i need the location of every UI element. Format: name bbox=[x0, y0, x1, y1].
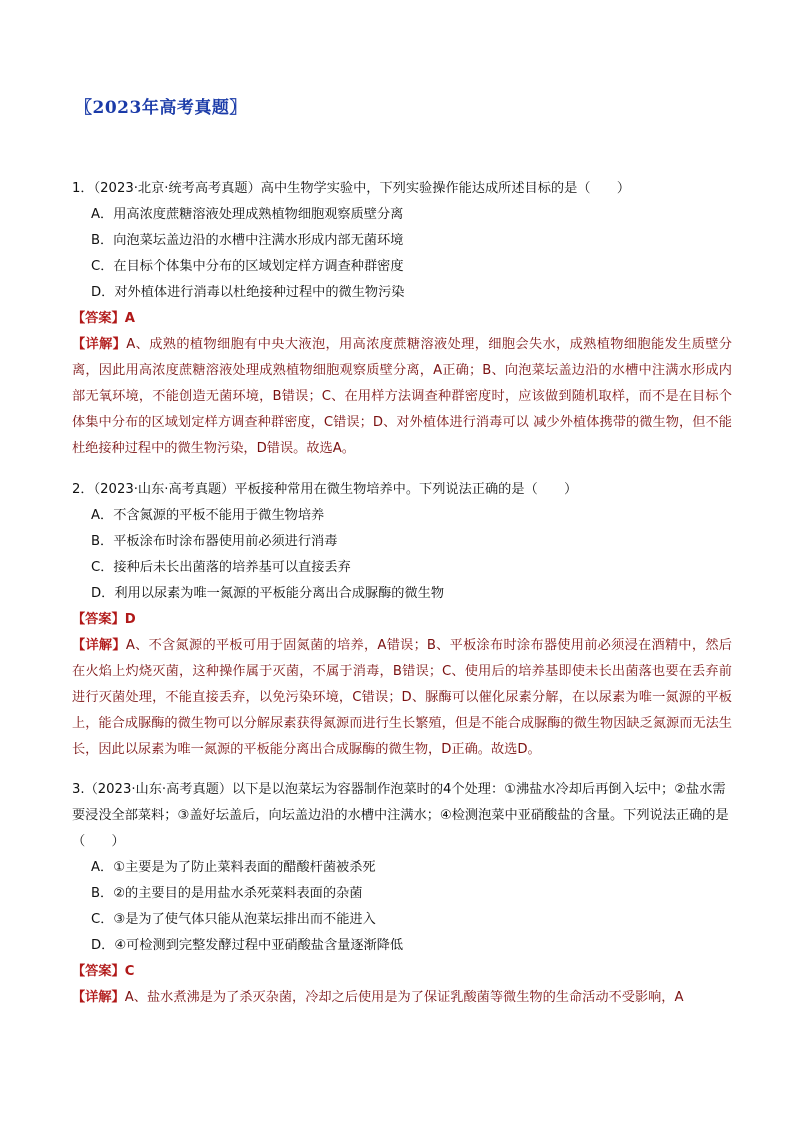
option-c: C．在目标个体集中分布的区域划定样方调查种群密度 bbox=[91, 259, 404, 274]
explanation-text: A、不含氮源的平板可用于固氮菌的培养，A错误；B、平板涂布时涂布器使用前必须浸在酒精中，然后在火焰上灼烧灭菌，这种操作属于灭菌，不属于消毒，B错误；C、使用后的培养基即使未长出菌落也要在丢弃前进行灭菌处理，不能直接丢弃，以免污染环境，C错误；D、脲酶可以催化尿素分解，在以尿素为唯一氮源的平板上，能合成脲酶的微生物可以分解尿素获得氮源而进行生长繁殖，但是不能合成脲酶的微生物因缺乏氮源而无法生长，因此以尿素为唯一氮源的平板能分离出合成脲酶的微生物，D正确。故选D。 bbox=[72, 638, 732, 757]
option-c: C．③是为了使气体只能从泡菜坛排出而不能进入 bbox=[91, 912, 376, 927]
explanation bbox=[72, 332, 732, 462]
option-c: C．接种后未长出菌落的培养基可以直接丢弃 bbox=[91, 560, 351, 575]
answer-line bbox=[72, 306, 732, 332]
answer-tag: 【答案】 bbox=[72, 612, 125, 627]
answer-value: D bbox=[124, 612, 136, 627]
answer-value: A bbox=[124, 311, 135, 326]
explanation-text: A、成熟的植物细胞有中央大液泡，用高浓度蔗糖溶液处理，细胞会失水，成熟植物细胞能发生质壁分离，因此用高浓度蔗糖溶液处理成熟植物细胞观察质壁分离，A正确；B、向泡菜坛盖边沿的水槽中注满水形成内部无氧环境，不能创造无菌环境，B错误；C、在用样方法调查种群密度时，应该做到随机取样，而不是在目标个体集中分布的区域划定样方调查种群密度，C错误；D、对外植体进行消毒可以 减少外植体携带的微生物，但不能杜绝接种过程中的微生物污染，D错误。故选A。 bbox=[72, 337, 732, 456]
answer-tag: 【答案】 bbox=[72, 311, 125, 326]
option-b: B．平板涂布时涂布器使用前必须进行消毒 bbox=[91, 534, 338, 549]
section-title: 〖2023年高考真题〗 bbox=[75, 98, 247, 118]
question-stem: 1．（2023·北京·统考高考真题）高中生物学实验中，下列实验操作能达成所述目标的是（ ） bbox=[72, 181, 631, 196]
explanation-tag: 【详解】 bbox=[72, 990, 125, 1005]
answer-value: C bbox=[124, 964, 135, 979]
question-3 bbox=[72, 777, 732, 1011]
option-b: B．向泡菜坛盖边沿的水槽中注满水形成内部无菌环境 bbox=[91, 233, 404, 248]
question-1 bbox=[72, 176, 732, 462]
explanation-tag: 【详解】 bbox=[72, 638, 126, 653]
answer-tag: 【答案】 bbox=[72, 964, 125, 979]
question-stem: 3.（2023·山东·高考真题）以下是以泡菜坛为容器制作泡菜时的4个处理：①沸盐水冷却后再倒入坛中；②盐水需要浸没全部菜料；③盖好坛盖后，向坛盖边沿的水槽中注满水；④检测泡菜中亚硝酸盐的含量。下列说法正确的是（ ） bbox=[72, 782, 729, 849]
option-d: D．对外植体进行消毒以杜绝接种过程中的微生物污染 bbox=[91, 285, 405, 300]
option-a: A．用高浓度蔗糖溶液处理成熟植物细胞观察质壁分离 bbox=[91, 207, 404, 222]
option-b: B．②的主要目的是用盐水杀死菜料表面的杂菌 bbox=[91, 886, 363, 901]
option-d: D．利用以尿素为唯一氮源的平板能分离出合成脲酶的微生物 bbox=[91, 586, 445, 601]
option-d: D．④可检测到完整发酵过程中亚硝酸盐含量逐渐降低 bbox=[91, 938, 404, 953]
explanation bbox=[72, 633, 732, 763]
answer-line bbox=[72, 959, 732, 985]
question-2 bbox=[72, 477, 732, 763]
option-a: A．不含氮源的平板不能用于微生物培养 bbox=[91, 508, 325, 523]
explanation bbox=[72, 985, 732, 1011]
answer-line bbox=[72, 607, 732, 633]
explanation-tag: 【详解】 bbox=[72, 337, 127, 352]
option-a: A．①主要是为了防止菜料表面的醋酸杆菌被杀死 bbox=[91, 860, 376, 875]
question-stem: 2．（2023·山东·高考真题）平板接种常用在微生物培养中。下列说法正确的是（ ） bbox=[72, 482, 578, 497]
explanation-text: A、盐水煮沸是为了杀灭杂菌，冷却之后使用是为了保证乳酸菌等微生物的生命活动不受影响，A bbox=[124, 990, 684, 1005]
